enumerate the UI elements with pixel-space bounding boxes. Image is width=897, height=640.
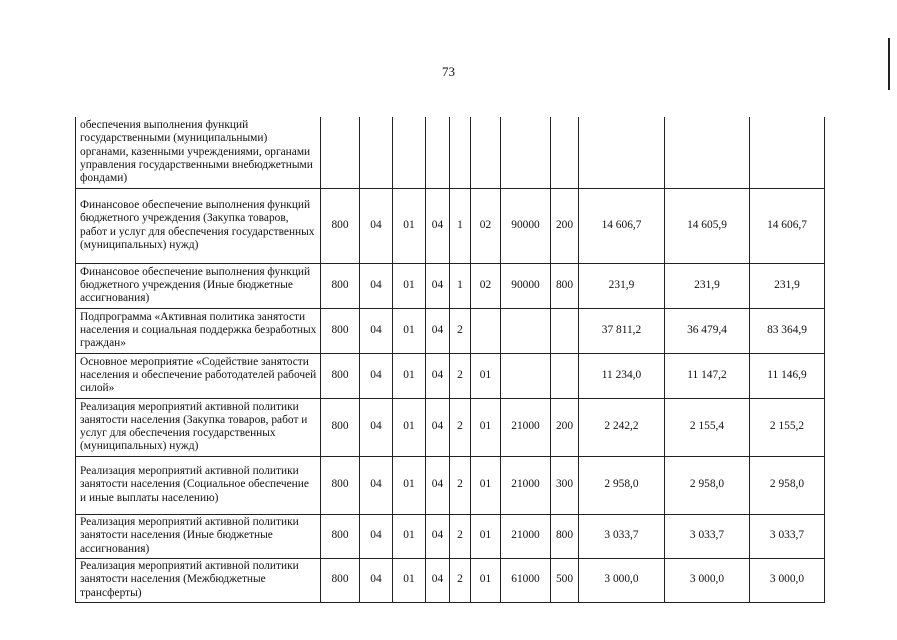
target-article-3-cell: 01 — [471, 353, 501, 398]
amount-year-3-cell: 2 958,0 — [750, 456, 825, 514]
subsection-cell — [393, 117, 426, 188]
table-row — [76, 514, 825, 558]
amount-year-2-cell: 2 155,4 — [665, 398, 750, 456]
target-article-4-cell — [501, 117, 551, 188]
target-article-1-cell: 04 — [426, 558, 450, 602]
expense-type-cell: 200 — [551, 188, 579, 263]
program-code-cell: 800 — [321, 263, 360, 308]
target-article-4-cell: 21000 — [501, 456, 551, 514]
amount-year-2-cell: 3 033,7 — [665, 514, 750, 558]
target-article-2-cell: 2 — [450, 353, 471, 398]
row-name-cell: Финансовое обеспечение выполнения функций бюджетного учреждения (Иные бюджетные ассигнования) — [76, 263, 321, 308]
target-article-4-cell: 21000 — [501, 398, 551, 456]
section-cell: 04 — [360, 188, 393, 263]
target-article-4-cell: 90000 — [501, 188, 551, 263]
target-article-4-cell: 21000 — [501, 514, 551, 558]
program-code-cell: 800 — [321, 188, 360, 263]
target-article-1-cell: 04 — [426, 188, 450, 263]
target-article-2-cell: 2 — [450, 514, 471, 558]
amount-year-1-cell: 3 033,7 — [579, 514, 665, 558]
section-cell: 04 — [360, 398, 393, 456]
row-name-cell: Реализация мероприятий активной политики занятости населения (Социальное обеспечение и иные выплаты населению) — [76, 456, 321, 514]
subsection-cell: 01 — [393, 456, 426, 514]
target-article-2-cell: 2 — [450, 456, 471, 514]
section-cell: 04 — [360, 456, 393, 514]
section-cell — [360, 117, 393, 188]
target-article-4-cell — [501, 353, 551, 398]
budget-table-body — [76, 117, 825, 602]
target-article-2-cell: 2 — [450, 398, 471, 456]
amount-year-2-cell: 36 479,4 — [665, 308, 750, 353]
program-code-cell: 800 — [321, 308, 360, 353]
table-row — [76, 117, 825, 188]
target-article-3-cell: 02 — [471, 188, 501, 263]
row-name-cell: Подпрограмма «Активная политика занятости населения и социальная поддержка безработных граждан» — [76, 308, 321, 353]
amount-year-2-cell: 14 605,9 — [665, 188, 750, 263]
program-code-cell: 800 — [321, 398, 360, 456]
program-code-cell: 800 — [321, 514, 360, 558]
row-name-cell: Реализация мероприятий активной политики занятости населения (Закупка товаров, работ и услуг для обеспечения государственных (муниципальных) нужд) — [76, 398, 321, 456]
subsection-cell: 01 — [393, 398, 426, 456]
amount-year-3-cell: 14 606,7 — [750, 188, 825, 263]
target-article-1-cell: 04 — [426, 353, 450, 398]
subsection-cell: 01 — [393, 514, 426, 558]
amount-year-2-cell: 231,9 — [665, 263, 750, 308]
subsection-cell: 01 — [393, 353, 426, 398]
table-row — [76, 353, 825, 398]
target-article-1-cell: 04 — [426, 308, 450, 353]
expense-type-cell: 800 — [551, 263, 579, 308]
amount-year-3-cell: 83 364,9 — [750, 308, 825, 353]
subsection-cell: 01 — [393, 558, 426, 602]
scan-edge-mark — [888, 38, 890, 90]
expense-type-cell: 300 — [551, 456, 579, 514]
expense-type-cell — [551, 353, 579, 398]
target-article-3-cell — [471, 117, 501, 188]
amount-year-2-cell — [665, 117, 750, 188]
target-article-3-cell: 01 — [471, 558, 501, 602]
target-article-1-cell: 04 — [426, 456, 450, 514]
program-code-cell: 800 — [321, 558, 360, 602]
amount-year-1-cell: 2 958,0 — [579, 456, 665, 514]
page-number: 73 — [442, 64, 455, 79]
section-cell: 04 — [360, 353, 393, 398]
target-article-3-cell — [471, 308, 501, 353]
amount-year-2-cell: 2 958,0 — [665, 456, 750, 514]
subsection-cell: 01 — [393, 308, 426, 353]
section-cell: 04 — [360, 263, 393, 308]
amount-year-3-cell — [750, 117, 825, 188]
target-article-2-cell: 1 — [450, 188, 471, 263]
table-row — [76, 558, 825, 602]
program-code-cell: 800 — [321, 353, 360, 398]
target-article-1-cell: 04 — [426, 263, 450, 308]
table-row — [76, 398, 825, 456]
table-row — [76, 263, 825, 308]
budget-table — [75, 117, 825, 603]
row-name-cell: Реализация мероприятий активной политики занятости населения (Межбюджетные трансферты) — [76, 558, 321, 602]
amount-year-2-cell: 3 000,0 — [665, 558, 750, 602]
expense-type-cell: 800 — [551, 514, 579, 558]
amount-year-3-cell: 231,9 — [750, 263, 825, 308]
target-article-4-cell: 61000 — [501, 558, 551, 602]
target-article-3-cell: 01 — [471, 398, 501, 456]
table-row — [76, 456, 825, 514]
program-code-cell: 800 — [321, 456, 360, 514]
amount-year-1-cell — [579, 117, 665, 188]
section-cell: 04 — [360, 558, 393, 602]
expense-type-cell — [551, 117, 579, 188]
target-article-2-cell: 2 — [450, 308, 471, 353]
target-article-1-cell: 04 — [426, 398, 450, 456]
amount-year-1-cell: 231,9 — [579, 263, 665, 308]
row-name-cell: обеспечения выполнения функций государственными (муниципальными) органами, казенными учреждениями, органами управления государственными внебюджетными фондами) — [76, 117, 321, 188]
amount-year-3-cell: 3 033,7 — [750, 514, 825, 558]
amount-year-1-cell: 11 234,0 — [579, 353, 665, 398]
amount-year-1-cell: 14 606,7 — [579, 188, 665, 263]
expense-type-cell: 500 — [551, 558, 579, 602]
amount-year-3-cell: 2 155,2 — [750, 398, 825, 456]
row-name-cell: Реализация мероприятий активной политики занятости населения (Иные бюджетные ассигнования) — [76, 514, 321, 558]
program-code-cell — [321, 117, 360, 188]
amount-year-1-cell: 37 811,2 — [579, 308, 665, 353]
target-article-2-cell — [450, 117, 471, 188]
table-row — [76, 308, 825, 353]
expense-type-cell — [551, 308, 579, 353]
amount-year-2-cell: 11 147,2 — [665, 353, 750, 398]
target-article-2-cell: 2 — [450, 558, 471, 602]
subsection-cell: 01 — [393, 188, 426, 263]
subsection-cell: 01 — [393, 263, 426, 308]
target-article-4-cell — [501, 308, 551, 353]
amount-year-1-cell: 2 242,2 — [579, 398, 665, 456]
target-article-1-cell: 04 — [426, 514, 450, 558]
row-name-cell: Финансовое обеспечение выполнения функций бюджетного учреждения (Закупка товаров, работ и услуг для обеспечения государственных (муниципальных) нужд) — [76, 188, 321, 263]
target-article-2-cell: 1 — [450, 263, 471, 308]
target-article-3-cell: 01 — [471, 456, 501, 514]
target-article-3-cell: 01 — [471, 514, 501, 558]
amount-year-3-cell: 11 146,9 — [750, 353, 825, 398]
target-article-1-cell — [426, 117, 450, 188]
table-row — [76, 188, 825, 263]
amount-year-3-cell: 3 000,0 — [750, 558, 825, 602]
amount-year-1-cell: 3 000,0 — [579, 558, 665, 602]
row-name-cell: Основное мероприятие «Содействие занятости населения и обеспечение работодателей рабочей силой» — [76, 353, 321, 398]
expense-type-cell: 200 — [551, 398, 579, 456]
section-cell: 04 — [360, 308, 393, 353]
section-cell: 04 — [360, 514, 393, 558]
target-article-3-cell: 02 — [471, 263, 501, 308]
target-article-4-cell: 90000 — [501, 263, 551, 308]
